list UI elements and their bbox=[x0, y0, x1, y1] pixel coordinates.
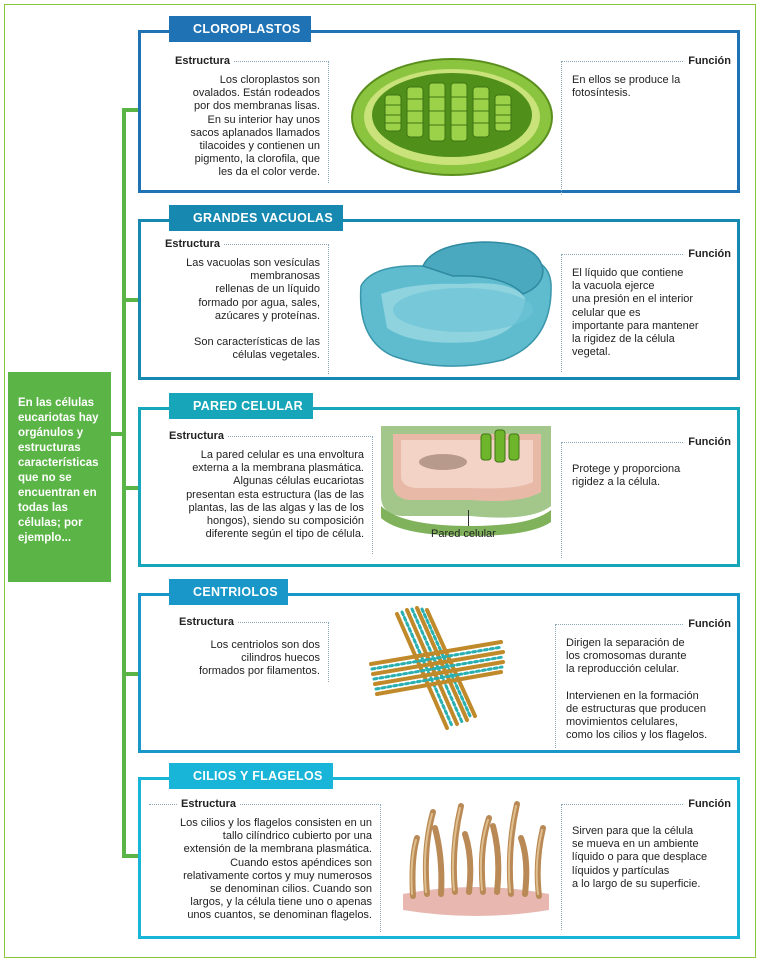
cell-wall-caption: Pared celular bbox=[431, 528, 496, 540]
card-title: CILIOS Y FLAGELOS bbox=[169, 763, 333, 789]
function-text: Protege y proporciona rigidez a la célula. bbox=[572, 463, 681, 489]
card-title: CENTRIOLOS bbox=[169, 579, 288, 605]
function-label: Función bbox=[684, 436, 735, 449]
structure-block bbox=[169, 430, 373, 554]
card-title: PARED CELULAR bbox=[169, 393, 313, 419]
structure-text: Las vacuolas son vesículas membranosas rellenas de un líquido formado por agua, sales, azúcares y proteínas. Son características de las células vegetales. bbox=[186, 257, 320, 362]
structure-block bbox=[165, 238, 329, 374]
caption-pointer bbox=[468, 510, 469, 526]
structure-label: Estructura bbox=[161, 238, 224, 251]
chloroplast-illustration bbox=[345, 43, 559, 185]
structure-label: Estructura bbox=[175, 616, 238, 629]
structure-label: Estructura bbox=[177, 798, 240, 811]
intro-box bbox=[8, 372, 111, 582]
structure-text: Los cloroplastos son ovalados. Están rodeados por dos membranas lisas. En su interior hay unos sacos aplanados llamados tilacoides y contienen un pigmento, la clorofila, que les da el color verde. bbox=[190, 74, 320, 179]
function-label: Función bbox=[684, 55, 735, 68]
function-text: En ellos se produce la fotosíntesis. bbox=[572, 74, 681, 100]
structure-text: La pared celular es una envoltura externa a la membrana plasmática. Algunas células eucariotas presentan esta estructura (las de las plantas, las de las algas y las de los hongos), siendo su composición diferente según el tipo de célula. bbox=[186, 449, 364, 541]
structure-block bbox=[175, 55, 329, 183]
connector-spine bbox=[122, 110, 126, 856]
card-cell-wall bbox=[138, 399, 740, 567]
function-block bbox=[561, 248, 733, 372]
function-block bbox=[561, 798, 733, 930]
intro-text: En las células eucariotas hay orgánulos y estructuras características que no se encuentran en todas las células; por ejemplo... bbox=[18, 397, 99, 544]
card-title: CLOROPLASTOS bbox=[169, 16, 311, 42]
structure-text: Los centriolos son dos cilindros huecos formados por filamentos. bbox=[198, 639, 320, 678]
structure-label: Estructura bbox=[171, 55, 234, 68]
centrioles-illustration bbox=[367, 604, 507, 736]
structure-block bbox=[179, 616, 329, 682]
card-centrioles bbox=[138, 585, 740, 753]
function-block bbox=[561, 436, 733, 558]
vacuole-illustration bbox=[353, 234, 557, 374]
function-label: Función bbox=[684, 798, 735, 811]
function-label: Función bbox=[684, 248, 735, 261]
card-cilia-flagella bbox=[138, 769, 740, 939]
structure-text: Los cilios y los flagelos consisten en un tallo cilíndrico cubierto por una extensión de la membrana plasmática. Cuando estos apéndices son relativamente cortos y muy numerosos se denominan cilios. Cuando son largos, y la célula tiene uno o apenas unos cuantos, se denominan flagelos. bbox=[180, 817, 372, 922]
structure-block bbox=[149, 798, 381, 932]
function-text: Dirigen la separación de los cromosomas durante la reproducción celular. Intervienen en la formación de estructuras que producen movimientos celulares, como los cilios y los flagelos. bbox=[566, 637, 708, 742]
cilia-illustration bbox=[399, 798, 553, 922]
function-block bbox=[561, 55, 733, 195]
card-chloroplasts bbox=[138, 22, 740, 193]
function-text: Sirven para que la célula se mueva en un ambiente líquido o para que desplace líquidos y partículas a lo largo de su superficie. bbox=[572, 825, 708, 890]
card-vacuoles bbox=[138, 211, 740, 380]
function-label: Función bbox=[684, 618, 735, 631]
card-title: GRANDES VACUOLAS bbox=[169, 205, 343, 231]
function-text: El líquido que contiene la vacuola ejerce una presión en el interior celular que es importante para mantener la rigidez de la célula vegetal. bbox=[572, 267, 699, 359]
structure-label: Estructura bbox=[165, 430, 228, 443]
function-block bbox=[555, 618, 733, 748]
